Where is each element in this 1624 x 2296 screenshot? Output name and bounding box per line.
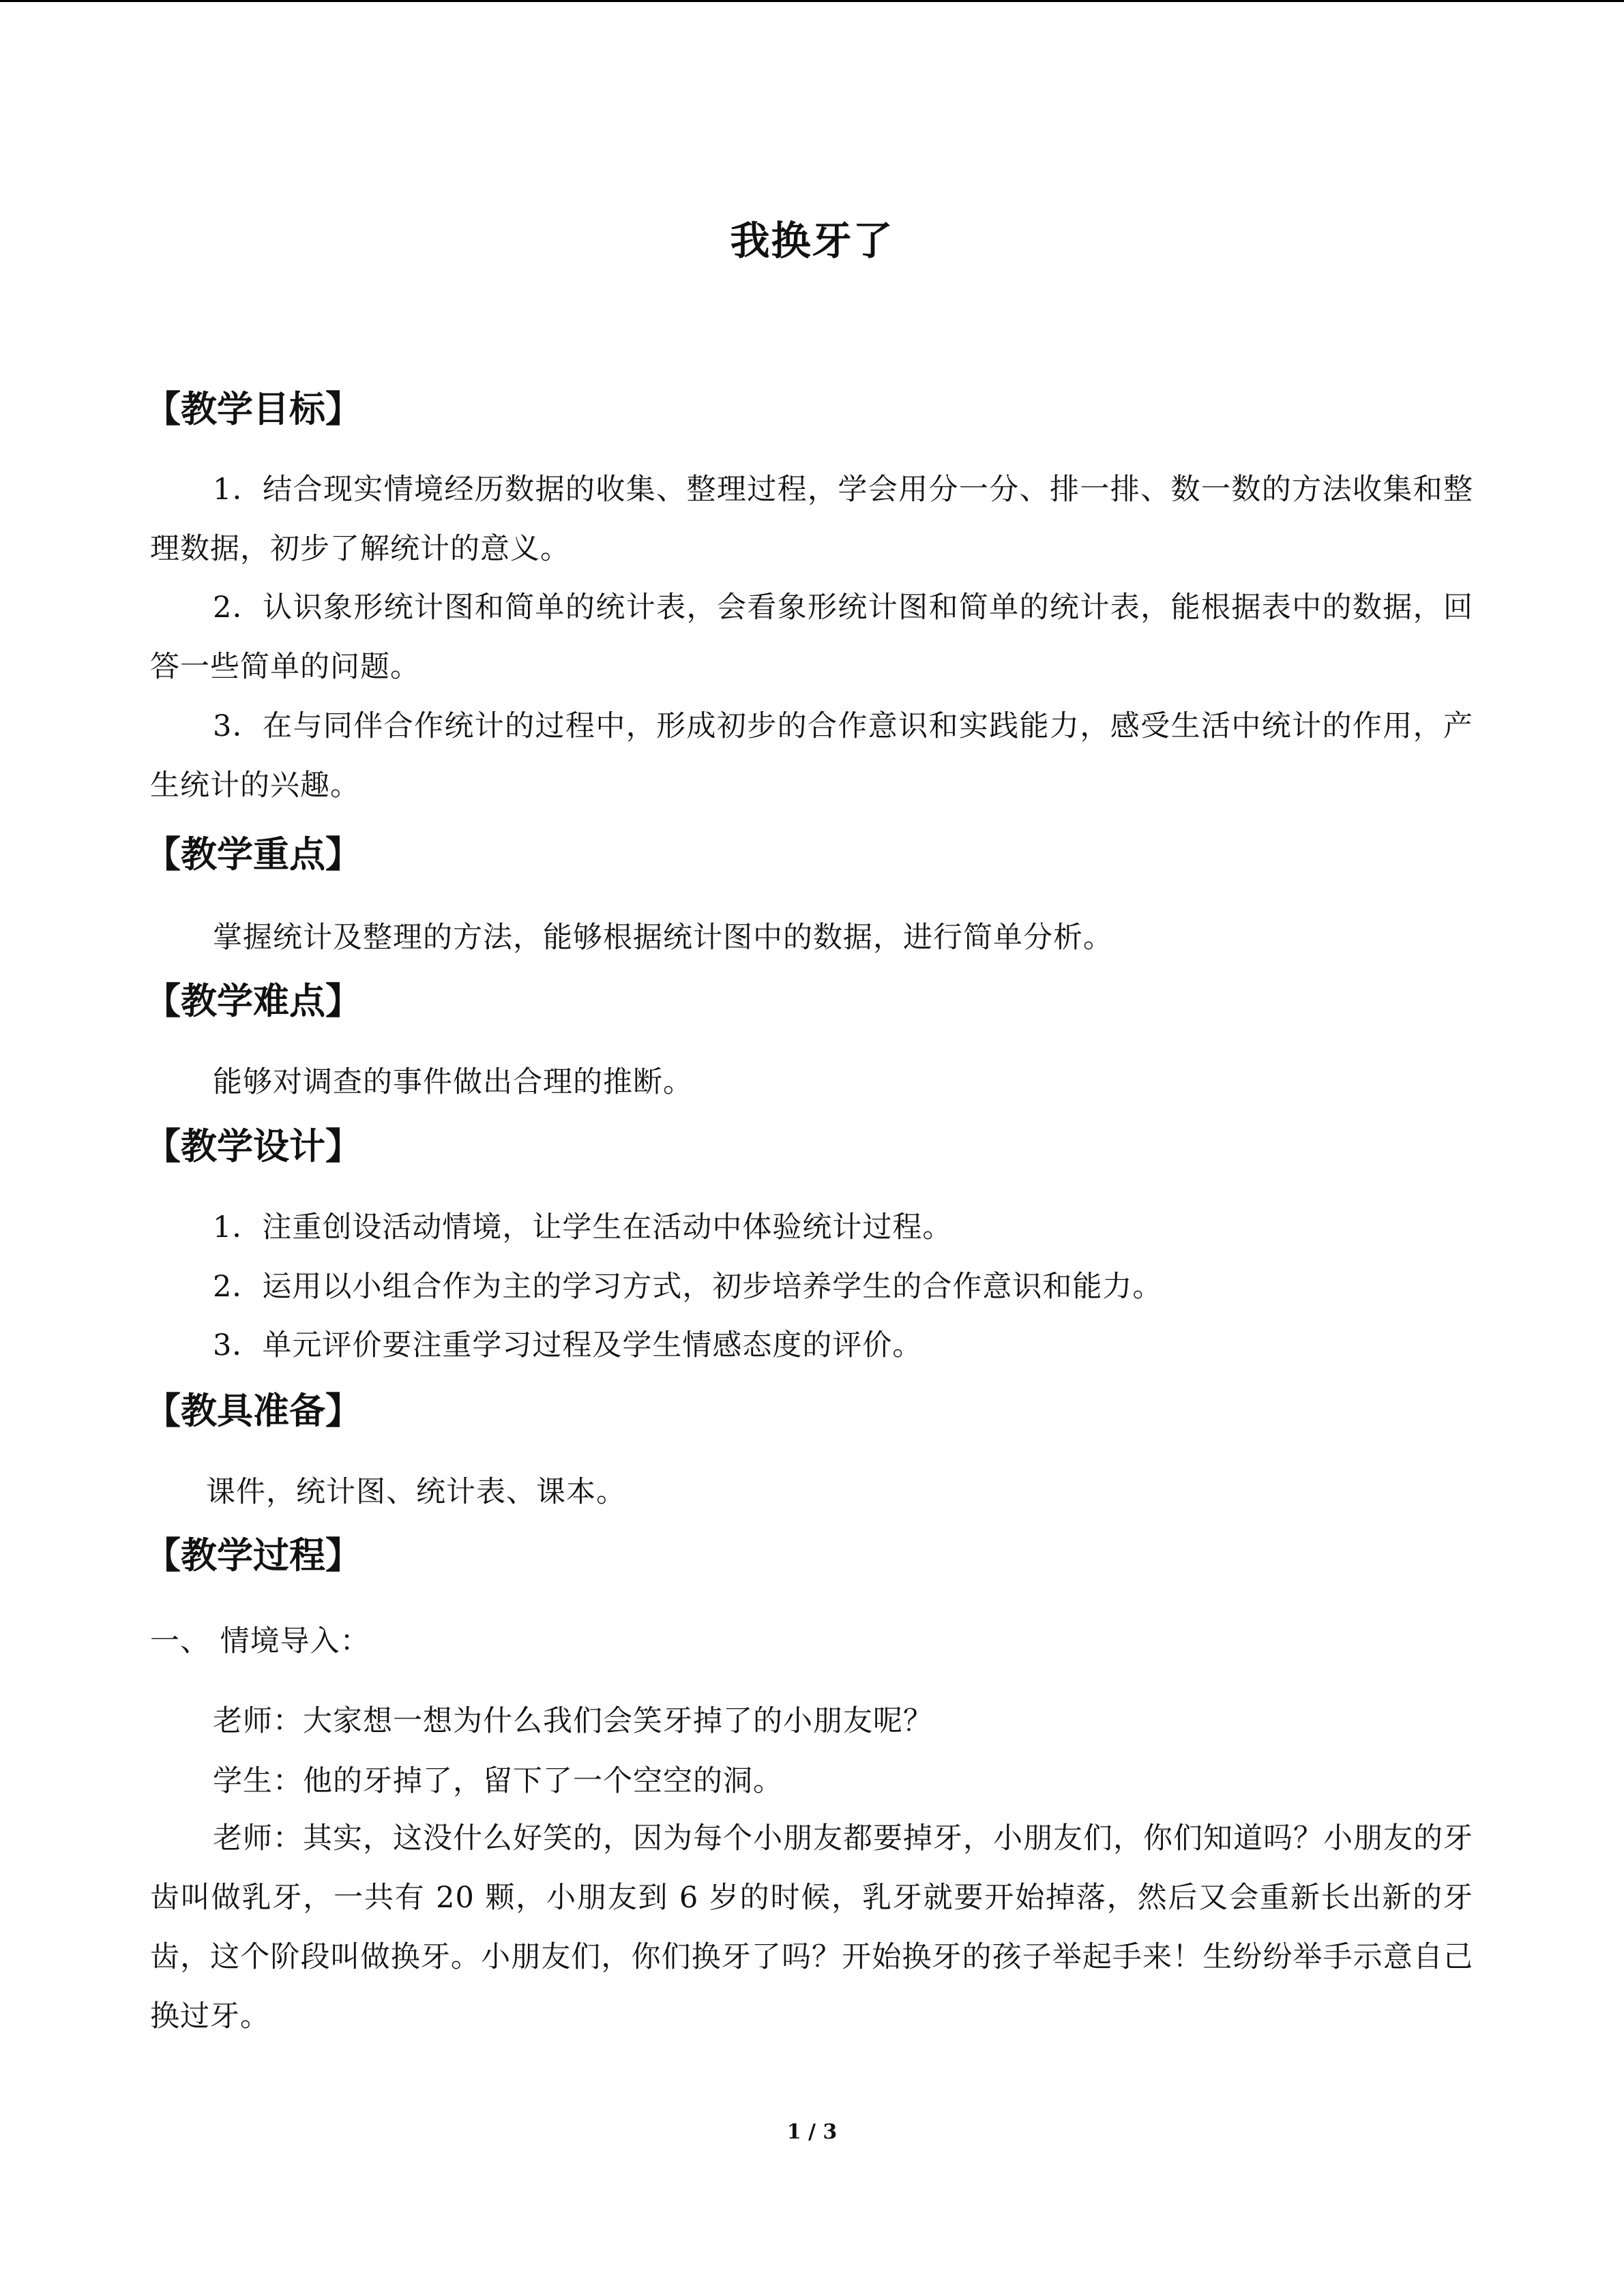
design-item-2: 2．运用以小组合作为主的学习方式，初步培养学生的合作意识和能力。: [213, 1270, 1163, 1304]
design-item-3: 3．单元评价要注重学习过程及学生情感态度的评价。: [213, 1328, 923, 1362]
heading-key-points: 【教学重点】: [145, 833, 361, 876]
heading-objectives: 【教学目标】: [145, 388, 361, 430]
process-subheading: 一、 情境导入：: [150, 1624, 370, 1658]
page-number: 1 / 3: [786, 2120, 838, 2144]
dialogue-line-2: 学生：他的牙掉了，留下了一个空空的洞。: [213, 1764, 783, 1798]
objective-item-3: 3．在与同伴合作统计的过程中，形成初步的合作意识和实践能力，感受生活中统计的作用，产生统计的兴趣。: [150, 709, 1473, 803]
heading-difficulties: 【教学难点】: [145, 980, 361, 1022]
objective-item-2: 2．认识象形统计图和简单的统计表，会看象形统计图和简单的统计表，能根据表中的数据，回答一些简单的问题。: [150, 591, 1473, 684]
key-points-text: 掌握统计及整理的方法，能够根据统计图中的数据，进行简单分析。: [213, 921, 1113, 955]
materials-text: 课件，统计图、统计表、课本。: [206, 1475, 626, 1509]
objective-item-1: 1．结合现实情境经历数据的收集、整理过程，学会用分一分、排一排、数一数的方法收集和整理数据，初步了解统计的意义。: [150, 473, 1473, 566]
dialogue-line-3: 老师：其实，这没什么好笑的，因为每个小朋友都要掉牙，小朋友们，你们知道吗？小朋友的牙齿叫做乳牙，一共有 20 颗，小朋友到 6 岁的时候，乳牙就要开始掉落，然后又会重新长出新的牙齿，这个阶段叫做换牙。小朋友们，你们换牙了吗？开始换牙的孩子举起手来！生纷纷举手示意自己换过牙。: [150, 1821, 1473, 2033]
dialogue-line-1: 老师：大家想一想为什么我们会笑牙掉了的小朋友呢？: [213, 1704, 933, 1738]
heading-design: 【教学设计】: [145, 1125, 361, 1167]
document-title: 我换牙了: [730, 218, 894, 264]
top-border-line: [0, 0, 1624, 2]
heading-materials: 【教具准备】: [145, 1390, 361, 1432]
design-item-1: 1．注重创设活动情境，让学生在活动中体验统计过程。: [213, 1210, 953, 1244]
heading-process: 【教学过程】: [145, 1534, 361, 1577]
difficulties-text: 能够对调查的事件做出合理的推断。: [213, 1065, 693, 1099]
